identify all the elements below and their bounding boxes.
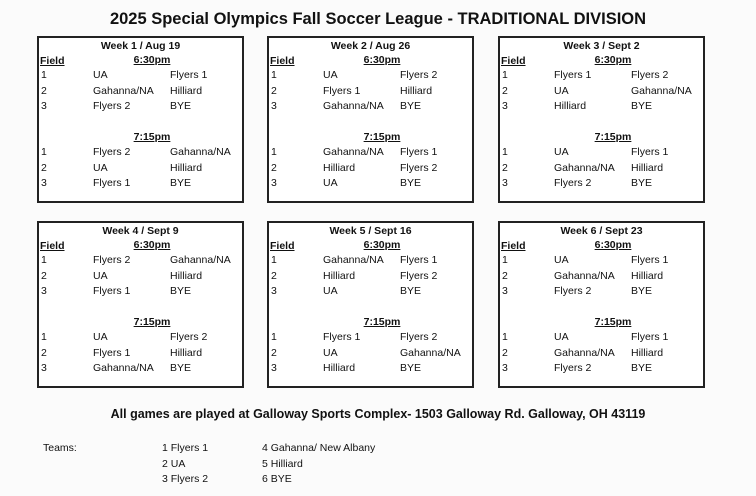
field-number: 2 [271, 161, 277, 174]
team-entry: 3 Flyers 2 [162, 473, 209, 485]
team-b: Flyers 2 [400, 331, 438, 343]
field-header: Field [270, 55, 295, 67]
time-slot-label: 6:30pm [594, 54, 632, 66]
team-b: BYE [631, 362, 653, 374]
team-a: Hilliard [323, 161, 356, 174]
team-a: Flyers 1 [93, 346, 131, 359]
game-row [39, 331, 242, 345]
team-b: Flyers 1 [631, 146, 669, 158]
game-row [39, 254, 242, 268]
team-a: UA [93, 69, 108, 81]
week-card [37, 221, 244, 388]
venue-note: All games are played at Galloway Sports Complex- 1503 Galloway Rd. Galloway, OH 43119 [110, 407, 646, 421]
week-label: Week 2 / Aug 26 [330, 40, 411, 52]
field-number: 3 [502, 100, 508, 112]
team-entry: 5 Hilliard [262, 458, 303, 470]
field-number: 2 [502, 269, 508, 282]
team-a: Flyers 1 [93, 285, 131, 297]
game-row [500, 146, 703, 160]
team-a: Flyers 2 [93, 100, 131, 112]
team-a: Gahanna/NA [323, 100, 384, 112]
field-number: 1 [271, 331, 277, 343]
team-a: Flyers 1 [554, 69, 592, 81]
week-card [37, 36, 244, 203]
team-b: Hilliard [170, 346, 203, 359]
team-a: Flyers 2 [93, 254, 131, 266]
game-row [269, 69, 472, 83]
field-number: 3 [271, 362, 277, 374]
time-slot-label: 7:15pm [594, 316, 632, 328]
game-row [39, 362, 242, 376]
team-a: UA [323, 285, 338, 297]
field-number: 3 [502, 285, 508, 297]
field-header: Field [40, 55, 65, 67]
team-a: UA [554, 146, 569, 158]
team-b: Flyers 1 [170, 69, 208, 81]
team-b: Gahanna/NA [631, 84, 692, 97]
team-a: Flyers 2 [554, 285, 592, 297]
team-b: Flyers 2 [631, 69, 669, 81]
week-card [267, 221, 474, 388]
team-b: Flyers 2 [400, 161, 438, 174]
time-slot-label: 7:15pm [133, 316, 171, 328]
team-b: BYE [400, 100, 422, 112]
team-a: Hilliard [554, 100, 587, 112]
time-slot-label: 7:15pm [363, 131, 401, 143]
game-row [269, 347, 472, 361]
team-b: BYE [170, 362, 192, 374]
team-a: Hilliard [323, 269, 356, 282]
team-a: UA [93, 331, 108, 343]
game-row [39, 177, 242, 191]
time-slot-label: 6:30pm [133, 239, 171, 251]
game-row [269, 254, 472, 268]
game-row [39, 100, 242, 114]
game-row [500, 177, 703, 191]
game-row [269, 85, 472, 99]
team-b: Gahanna/NA [170, 254, 231, 266]
team-a: Gahanna/NA [323, 146, 384, 158]
team-a: Gahanna/NA [554, 269, 615, 282]
team-a: UA [554, 254, 569, 266]
field-number: 2 [502, 161, 508, 174]
team-entry: 6 BYE [262, 473, 292, 485]
team-b: Flyers 1 [631, 254, 669, 266]
team-a: Flyers 1 [93, 177, 131, 189]
game-row [269, 100, 472, 114]
team-b: BYE [170, 100, 192, 112]
team-b: Hilliard [170, 161, 203, 174]
team-b: Gahanna/NA [170, 146, 231, 158]
team-a: Flyers 2 [554, 177, 592, 189]
team-b: BYE [170, 285, 192, 297]
team-b: Flyers 2 [170, 331, 208, 343]
team-b: Hilliard [631, 269, 664, 282]
team-a: Gahanna/NA [93, 362, 154, 374]
team-b: Hilliard [400, 84, 433, 97]
team-b: BYE [400, 362, 422, 374]
team-entry: 4 Gahanna/ New Albany [262, 442, 376, 454]
field-number: 2 [271, 269, 277, 282]
time-slot-label: 6:30pm [363, 54, 401, 66]
game-row [269, 177, 472, 191]
game-row [269, 146, 472, 160]
team-b: BYE [631, 100, 653, 112]
field-number: 3 [41, 177, 47, 189]
page-title: 2025 Special Olympics Fall Soccer League - TRADITIONAL DIVISION [109, 10, 647, 28]
team-a: Flyers 1 [323, 84, 361, 97]
game-row [39, 85, 242, 99]
team-a: Gahanna/NA [323, 254, 384, 266]
game-row [500, 100, 703, 114]
game-row [269, 331, 472, 345]
field-number: 1 [41, 146, 47, 158]
field-number: 3 [271, 177, 277, 189]
team-b: BYE [170, 177, 192, 189]
game-row [269, 162, 472, 176]
team-a: UA [93, 161, 108, 174]
field-number: 1 [271, 146, 277, 158]
week-card [498, 221, 705, 388]
field-number: 3 [271, 285, 277, 297]
team-b: BYE [631, 285, 653, 297]
team-a: UA [554, 331, 569, 343]
field-header: Field [270, 240, 295, 252]
game-row [269, 270, 472, 284]
field-number: 2 [41, 84, 47, 97]
field-number: 3 [41, 362, 47, 374]
team-b: Hilliard [631, 161, 664, 174]
game-row [500, 347, 703, 361]
team-b: Hilliard [170, 84, 203, 97]
team-b: Gahanna/NA [400, 346, 461, 359]
field-number: 1 [41, 331, 47, 343]
field-number: 1 [502, 331, 508, 343]
game-row [39, 146, 242, 160]
team-a: Gahanna/NA [554, 346, 615, 359]
field-number: 2 [502, 346, 508, 359]
week-label: Week 6 / Sept 23 [560, 225, 643, 237]
field-number: 1 [41, 254, 47, 266]
team-b: Hilliard [170, 269, 203, 282]
team-b: Flyers 1 [631, 331, 669, 343]
field-number: 2 [271, 84, 277, 97]
field-header: Field [40, 240, 65, 252]
week-label: Week 1 / Aug 19 [100, 40, 181, 52]
game-row [500, 162, 703, 176]
team-entry: 1 Flyers 1 [162, 442, 209, 454]
team-a: Gahanna/NA [93, 84, 154, 97]
team-a: UA [323, 346, 338, 359]
week-card [498, 36, 705, 203]
week-card [267, 36, 474, 203]
field-number: 3 [502, 362, 508, 374]
field-number: 3 [502, 177, 508, 189]
game-row [500, 69, 703, 83]
team-b: Flyers 1 [400, 146, 438, 158]
team-a: UA [554, 84, 569, 97]
field-number: 1 [502, 146, 508, 158]
field-number: 2 [41, 269, 47, 282]
team-entry: 2 UA [162, 458, 186, 470]
field-number: 2 [502, 84, 508, 97]
teams-label: Teams: [43, 442, 77, 454]
team-b: Hilliard [631, 346, 664, 359]
team-a: Flyers 1 [323, 331, 361, 343]
team-a: UA [93, 269, 108, 282]
field-number: 3 [41, 100, 47, 112]
team-b: BYE [400, 285, 422, 297]
time-slot-label: 7:15pm [133, 131, 171, 143]
game-row [500, 331, 703, 345]
game-row [269, 362, 472, 376]
week-label: Week 3 / Sept 2 [563, 40, 640, 52]
team-a: Flyers 2 [93, 146, 131, 158]
team-a: Hilliard [323, 362, 356, 374]
team-a: Gahanna/NA [554, 161, 615, 174]
game-row [269, 285, 472, 299]
game-row [500, 85, 703, 99]
game-row [39, 69, 242, 83]
field-number: 1 [271, 69, 277, 81]
field-number: 1 [502, 254, 508, 266]
field-number: 1 [502, 69, 508, 81]
week-label: Week 4 / Sept 9 [102, 225, 179, 237]
time-slot-label: 7:15pm [363, 316, 401, 328]
time-slot-label: 7:15pm [594, 131, 632, 143]
team-a: UA [323, 177, 338, 189]
game-row [39, 162, 242, 176]
time-slot-label: 6:30pm [363, 239, 401, 251]
field-number: 1 [271, 254, 277, 266]
team-b: BYE [631, 177, 653, 189]
field-header: Field [501, 240, 526, 252]
team-b: Flyers 2 [400, 69, 438, 81]
field-number: 3 [271, 100, 277, 112]
game-row [500, 254, 703, 268]
time-slot-label: 6:30pm [594, 239, 632, 251]
field-number: 2 [271, 346, 277, 359]
field-number: 2 [41, 161, 47, 174]
game-row [39, 270, 242, 284]
field-number: 1 [41, 69, 47, 81]
game-row [39, 347, 242, 361]
team-a: Flyers 2 [554, 362, 592, 374]
team-b: Flyers 2 [400, 269, 438, 282]
game-row [500, 285, 703, 299]
week-label: Week 5 / Sept 16 [329, 225, 412, 237]
field-header: Field [501, 55, 526, 67]
team-b: BYE [400, 177, 422, 189]
team-a: UA [323, 69, 338, 81]
game-row [500, 270, 703, 284]
team-b: Flyers 1 [400, 254, 438, 266]
time-slot-label: 6:30pm [133, 54, 171, 66]
game-row [39, 285, 242, 299]
game-row [500, 362, 703, 376]
field-number: 3 [41, 285, 47, 297]
field-number: 2 [41, 346, 47, 359]
